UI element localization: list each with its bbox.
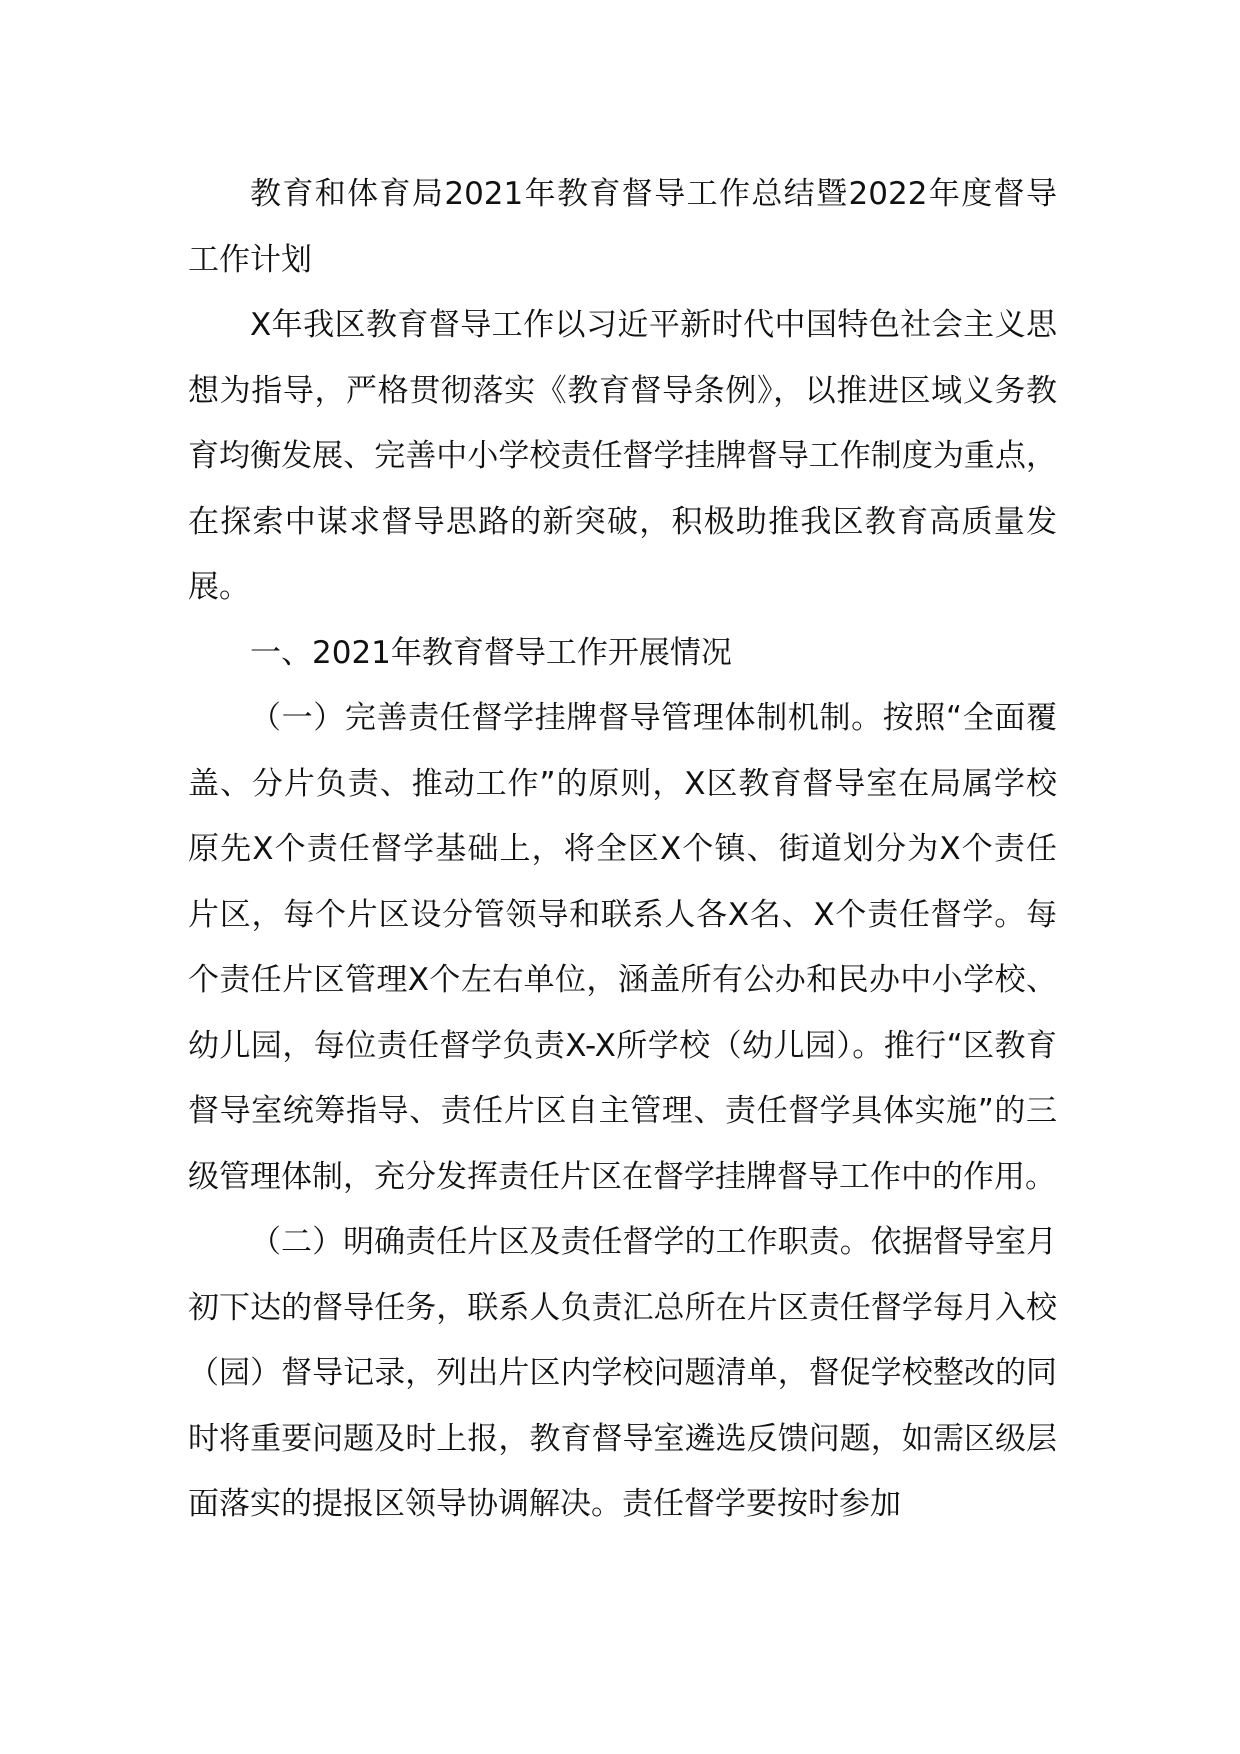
paragraph-subsection-2: （二）明确责任片区及责任督学的工作职责。依据督导室月初下达的督导任务，联系人负责汇总所在片区责任督学每月入校（园）督导记录，列出片区内学校问题清单，督促学校整改的同时将重要问题及时上报，教育督导室遴选反馈问题，如需区级层面落实的提报区领导协调解决。责任督学要按时参加: [188, 1224, 1057, 1522]
paragraph-subsection-1: （一）完善责任督学挂牌督导管理体制机制。按照“全面覆盖、分片负责、推动工作”的原则，X区教育督导室在局属学校原先X个责任督学基础上，将全区X个镇、街道划分为X个责任片区，每个片区设分管领导和联系人各X名、X个责任督学。每个责任片区管理X个左右单位，涵盖所有公办和民办中小学校、幼儿园，每位责任督学负责X-X所学校（幼儿园）。推行“区教育督导室统筹指导、责任片区自主管理、责任督学具体实施”的三级管理体制，充分发挥责任片区在督学挂牌督导工作中的作用。: [188, 700, 1057, 1195]
section-heading: 一、2021年教育督导工作开展情况: [250, 634, 732, 671]
document-title: 教育和体育局2021年教育督导工作总结暨2022年度督导工作计划: [188, 176, 1057, 278]
paragraph-intro: X年我区教育督导工作以习近平新时代中国特色社会主义思想为指导，严格贯彻落实《教育督导条例》，以推进区域义务教育均衡发展、完善中小学校责任督学挂牌督导工作制度为重点，在探索中谋求督导思路的新突破，积极助推我区教育高质量发展。: [188, 307, 1057, 605]
document-body: [188, 162, 1057, 1538]
